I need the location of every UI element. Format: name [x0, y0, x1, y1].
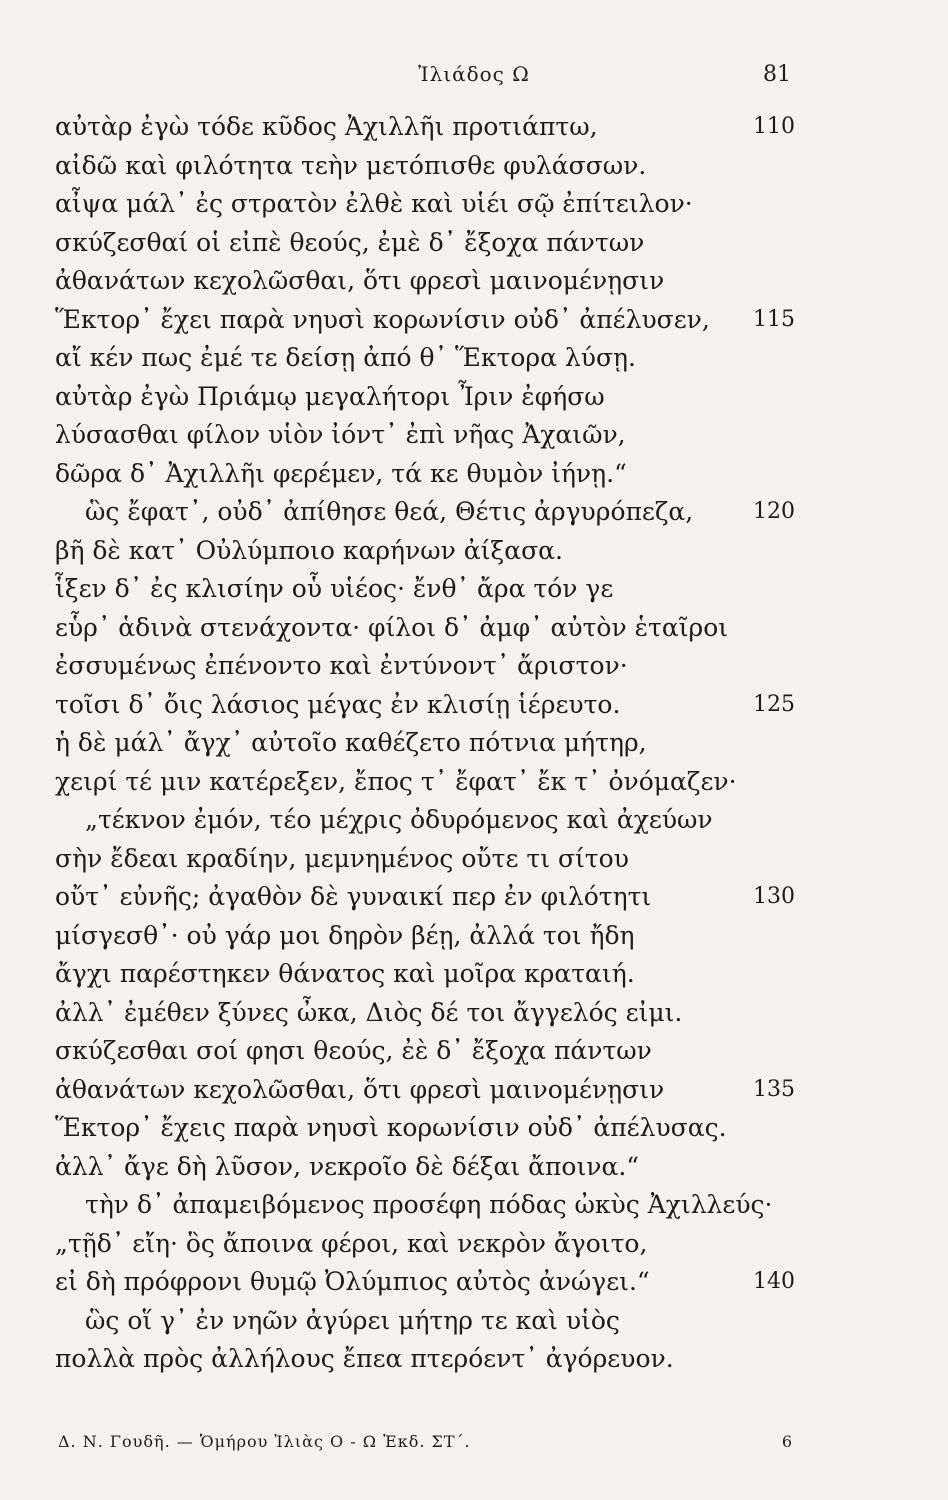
verse-line	[55, 609, 795, 648]
verse-text: βῆ δὲ κατ᾽ Οὐλύμποιο καρήνων ἀίξασα.	[55, 535, 563, 565]
line-number: 140	[753, 1269, 795, 1294]
verse-line	[55, 1071, 795, 1110]
verse-text: Ἕκτορ᾽ ἔχεις παρὰ νηυσὶ κορωνίσιν οὐδ᾽ ἀπέλυσας.	[55, 1113, 727, 1142]
verse-text: εὗρ᾽ ἁδινὰ στενάχοντα· φίλοι δ᾽ ἀμφ᾽ αὐτὸν ἑταῖροι	[55, 612, 729, 642]
verse-line	[55, 493, 795, 532]
verse-text: αἰδῶ καὶ φιλότητα τεὴν μετόπισθε φυλάσσων.	[55, 150, 647, 180]
verse-text: „τῇδ᾽ εἴη· ὃς ἄποινα φέροι, καὶ νεκρὸν ἄγοιτο,	[55, 1228, 648, 1258]
verse-line	[55, 455, 795, 494]
verse-line	[55, 647, 795, 686]
line-number: 130	[753, 884, 795, 909]
verse-text: μίσγεσθ᾽· οὐ γάρ μοι δηρὸν βέῃ, ἀλλά τοι ἤδη	[55, 920, 635, 950]
signature-mark: 6	[781, 1432, 792, 1451]
verse-text: „τέκνον ἐμόν, τέο μέχρις ὀδυρόμενος καὶ ἀχεύων	[85, 805, 713, 834]
verse-line	[55, 108, 795, 147]
verse-line	[55, 185, 795, 224]
verse-line	[55, 147, 795, 186]
verse-line	[55, 955, 795, 994]
verse-line	[55, 917, 795, 956]
verse-block	[55, 108, 795, 1379]
verse-line	[55, 763, 795, 802]
verse-text: αὐτὰρ ἐγὼ τόδε κῦδος Ἀχιλλῆι προτιάπτω,	[55, 112, 598, 141]
verse-text: Ἕκτορ᾽ ἔχει παρὰ νηυσὶ κορωνίσιν οὐδ᾽ ἀπέλυσεν,	[55, 304, 710, 334]
verse-text: αἶψα μάλ᾽ ἐς στρατὸν ἐλθὲ καὶ υἱέι σῷ ἐπίτειλον·	[55, 189, 693, 218]
page-number: 81	[763, 62, 791, 87]
verse-line	[55, 224, 795, 263]
verse-text: οὔτ᾽ εὐνῆς; ἀγαθὸν δὲ γυναικί περ ἐν φιλότητι	[55, 882, 652, 911]
verse-text: ὣς ἔφατ᾽, οὐδ᾽ ἀπίθησε θεά, Θέτις ἀργυρόπεζα,	[85, 497, 694, 526]
verse-text: αὐτὰρ ἐγὼ Πριάμῳ μεγαλήτορι Ἶριν ἐφήσω	[55, 381, 605, 411]
verse-text: ἀθανάτων κεχολῶσθαι, ὅτι φρεσὶ μαινομένῃσιν	[55, 266, 665, 295]
verse-text: τὴν δ᾽ ἀπαμειβόμενος προσέφη πόδας ὠκὺς Ἀχιλλεύς·	[85, 1190, 773, 1219]
verse-line	[55, 262, 795, 301]
running-title: Ἰλιάδος Ω	[418, 62, 530, 86]
verse-text: αἴ κέν πως ἐμέ τε δείσῃ ἀπό θ᾽ Ἕκτορα λύσῃ.	[55, 343, 636, 372]
verse-text: δῶρα δ᾽ Ἀχιλλῆι φερέμεν, τά κε θυμὸν ἰήνῃ.“	[55, 458, 627, 488]
verse-text: σκύζεσθαι σοί φησι θεούς, ἐὲ δ᾽ ἔξοχα πάντων	[55, 1036, 652, 1065]
verse-text: λύσασθαι φίλον υἱὸν ἰόντ᾽ ἐπὶ νῆας Ἀχαιῶν,	[55, 420, 626, 449]
line-number: 120	[753, 499, 795, 524]
verse-line	[55, 1225, 795, 1264]
line-number: 135	[753, 1076, 795, 1102]
verse-text: ὣς οἵ γ᾽ ἐν νηῶν ἀγύρει μήτηρ τε καὶ υἱὸς	[85, 1305, 620, 1335]
verse-text: τοῖσι δ᾽ ὄις λάσιος μέγας ἐν κλισίῃ ἱέρευτο.	[55, 689, 621, 719]
verse-text: ἐσσυμένως ἐπένοντο καὶ ἐντύνοντ᾽ ἄριστον·	[55, 651, 628, 680]
verse-line	[55, 1186, 795, 1225]
line-number: 115	[753, 306, 795, 332]
verse-text: πολλὰ πρὸς ἀλλήλους ἔπεα πτερόεντ᾽ ἀγόρευον.	[55, 1344, 674, 1373]
line-number: 110	[753, 114, 795, 139]
line-number: 125	[753, 691, 795, 717]
verse-text: ἀλλ᾽ ἐμέθεν ξύνες ὦκα, Διὸς δέ τοι ἄγγελός εἰμι.	[55, 997, 683, 1027]
verse-line	[55, 686, 795, 725]
verse-text: σὴν ἔδεαι κραδίην, μεμνημένος οὔτε τι σίτου	[55, 843, 629, 873]
verse-text: σκύζεσθαί οἱ εἰπὲ θεούς, ἐμὲ δ᾽ ἔξοχα πάντων	[55, 227, 645, 257]
verse-line	[55, 1263, 795, 1302]
verse-text: ἀλλ᾽ ἄγε δὴ λῦσον, νεκροῖο δὲ δέξαι ἄποινα.“	[55, 1151, 640, 1181]
verse-text: εἰ δὴ πρόφρονι θυμῷ Ὀλύμπιος αὐτὸς ἀνώγει.“	[55, 1267, 650, 1296]
verse-line	[55, 1302, 795, 1341]
verse-line	[55, 801, 795, 840]
verse-line	[55, 570, 795, 609]
verse-line	[55, 378, 795, 417]
footer-imprint: Δ. Ν. Γουδῆ. — Ὁμήρου Ἰλιὰς Ο - Ω Ἐκδ. ΣΤ΄.	[58, 1432, 471, 1451]
verse-line	[55, 1148, 795, 1187]
verse-line	[55, 878, 795, 917]
verse-line	[55, 994, 795, 1033]
verse-line	[55, 532, 795, 571]
verse-text: ἷξεν δ᾽ ἐς κλισίην οὗ υἱέος· ἔνθ᾽ ἄρα τόν γε	[55, 574, 614, 603]
verse-line	[55, 416, 795, 455]
verse-line	[55, 1032, 795, 1071]
verse-line	[55, 724, 795, 763]
verse-text: χειρί τέ μιν κατέρεξεν, ἔπος τ᾽ ἔφατ᾽ ἔκ τ᾽ ὀνόμαζεν·	[55, 766, 737, 796]
verse-line	[55, 840, 795, 879]
verse-line	[55, 1109, 795, 1148]
verse-line	[55, 339, 795, 378]
verse-text: ἡ δὲ μάλ᾽ ἄγχ᾽ αὐτοῖο καθέζετο πότνια μήτηρ,	[55, 728, 647, 757]
verse-text: ἄγχι παρέστηκεν θάνατος καὶ μοῖρα κραταιή.	[55, 959, 635, 988]
verse-line	[55, 1340, 795, 1379]
verse-line	[55, 301, 795, 340]
verse-text: ἀθανάτων κεχολῶσθαι, ὅτι φρεσὶ μαινομένῃσιν	[55, 1074, 665, 1104]
